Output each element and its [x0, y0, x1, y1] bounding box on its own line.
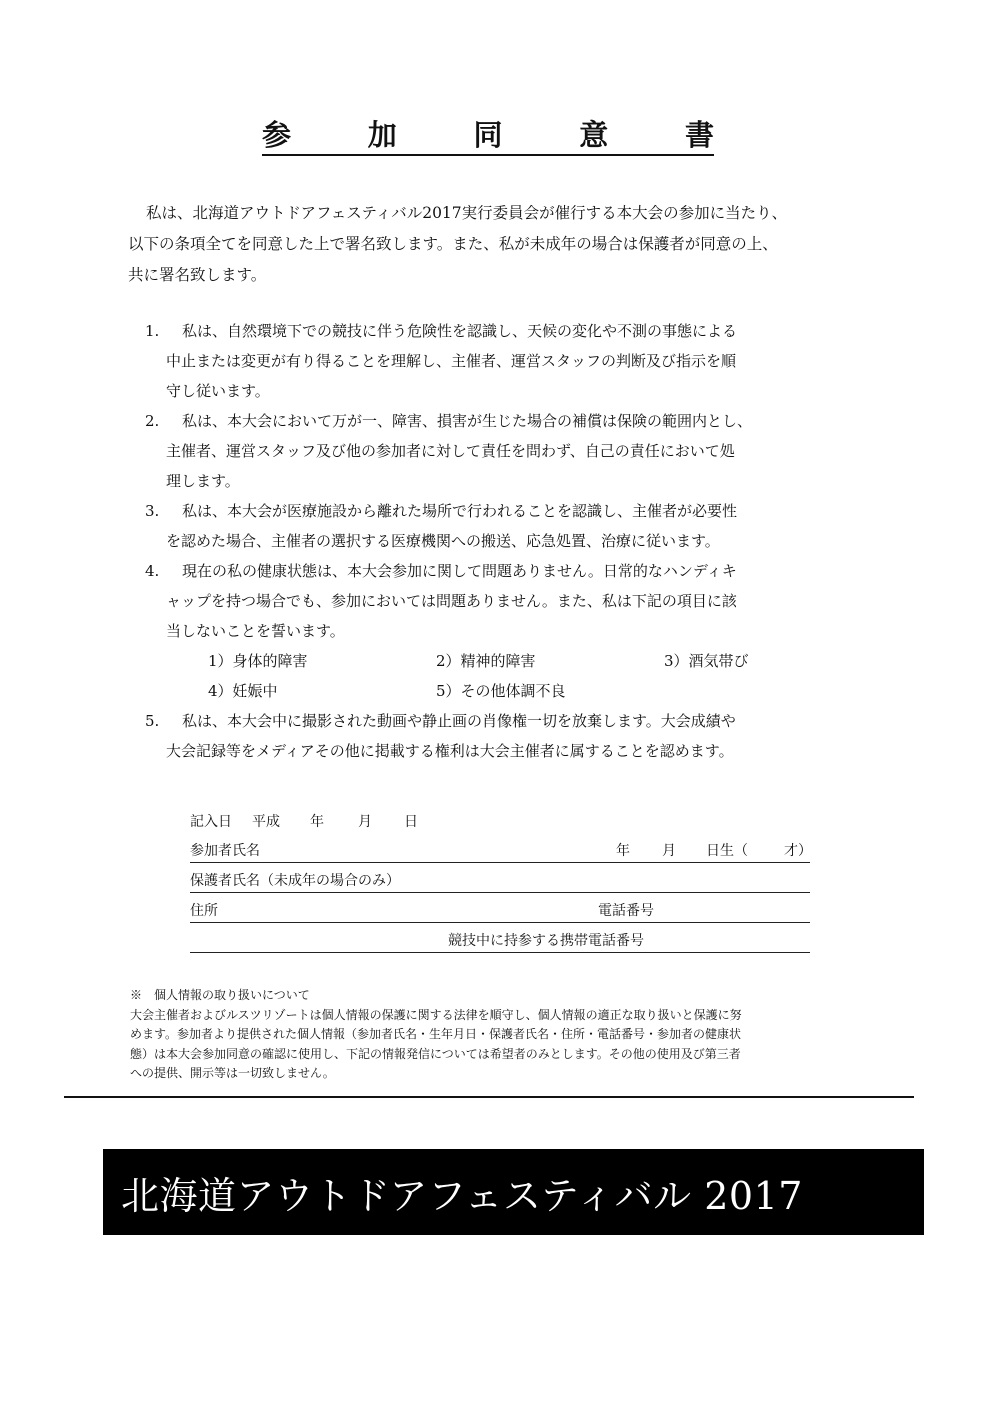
birth-day-label: 日生（: [706, 843, 748, 859]
era-label: 平成: [252, 814, 280, 830]
section-divider: [64, 1096, 914, 1098]
clause-line: 大会記録等をメディアその他に掲載する権利は大会主催者に属することを認めます。: [166, 742, 734, 760]
title-char: 意: [579, 118, 609, 152]
clause-line: 当しないことを誓います。: [166, 622, 345, 640]
month-label: 月: [358, 814, 372, 830]
privacy-line: への提供、開示等は一切致しません。: [130, 1066, 335, 1080]
clause-line: 私は、本大会が医療施設から離れた場所で行われることを認識し、主催者が必要性: [182, 502, 738, 520]
birth-year-label: 年: [616, 843, 630, 859]
entry-date-label: 記入日: [190, 814, 232, 830]
year-label: 年: [310, 814, 324, 830]
privacy-notice: [130, 986, 830, 1084]
title-char: 加: [367, 118, 397, 152]
clause-line: ャップを持つ場合でも、参加においては問題ありません。また、私は下記の項目に該: [166, 592, 737, 610]
clause-line: 主催者、運営スタッフ及び他の参加者に対して責任を問わず、自己の責任において処: [166, 442, 735, 460]
privacy-line: 態）は本大会参加同意の確認に使用し、下記の情報発信については希望者のみとします。その他の使用及び第三者: [130, 1046, 741, 1061]
guardian-name-label: 保護者氏名（未成年の場合のみ）: [190, 873, 400, 889]
health-condition-item: 4）妊娠中: [208, 682, 278, 700]
clause-1: [140, 316, 840, 406]
clause-number: 1.: [145, 322, 160, 340]
document-title: [262, 118, 714, 156]
clause-line: 私は、本大会中に撮影された動画や静止画の肖像権一切を放棄します。大会成績や: [182, 712, 736, 730]
privacy-line: めます。参加者より提供された個人情報（参加者氏名・生年月日・保護者氏名・住所・電話番号・参加者の健康状: [130, 1027, 742, 1041]
age-label: 才）: [784, 843, 812, 859]
clause-number: 3.: [145, 502, 160, 520]
address-row[interactable]: [190, 893, 810, 923]
clause-2: [140, 406, 840, 496]
clause-4: [140, 556, 840, 706]
birth-month-label: 月: [662, 843, 676, 859]
participant-name-row[interactable]: [190, 833, 810, 863]
intro-line: 以下の条項全てを同意した上で署名致します。また、私が未成年の場合は保護者が同意の上、: [128, 235, 778, 253]
clause-line: 理します。: [166, 472, 240, 490]
clause-line: 私は、本大会において万が一、障害、損害が生じた場合の補償は保険の範囲内とし、: [182, 412, 753, 430]
mobile-row[interactable]: [190, 923, 810, 953]
clause-number: 4.: [145, 562, 160, 580]
intro-line: 私は、北海道アウトドアフェスティバル2017実行委員会が催行する本大会の参加に当たり、: [146, 204, 788, 222]
title-char: 書: [684, 118, 714, 152]
clause-line: 中止または変更が有り得ることを理解し、主催者、運営スタッフの判断及び指示を順: [166, 352, 737, 370]
health-condition-item: 2）精神的障害: [436, 652, 536, 670]
title-char: 同: [473, 118, 503, 152]
health-condition-item: 5）その他体調不良: [436, 682, 566, 700]
health-condition-list: [140, 646, 840, 706]
clause-3: [140, 496, 840, 556]
signature-form: [190, 804, 810, 953]
phone-label: 電話番号: [598, 903, 654, 919]
clause-number: 2.: [145, 412, 160, 430]
entry-date-row[interactable]: [190, 804, 810, 833]
intro-paragraph: [128, 198, 848, 291]
day-label: 日: [404, 814, 418, 830]
clause-line: を認めた場合、主催者の選択する医療機関への搬送、応急処置、治療に従います。: [166, 532, 720, 550]
clause-line: 現在の私の健康状態は、本大会参加に関して問題ありません。日常的なハンディキ: [182, 562, 737, 580]
privacy-line: 大会主催者およびルスツリゾートは個人情報の保護に関する法律を順守し、個人情報の適正な取り扱いと保護に努: [130, 1007, 742, 1022]
title-char: 参: [262, 118, 292, 152]
clause-list: [140, 316, 840, 766]
mobile-label: 競技中に持参する携帯電話番号: [448, 933, 644, 949]
clause-line: 私は、自然環境下での競技に伴う危険性を認識し、天候の変化や不測の事態による: [182, 322, 738, 340]
event-banner-text: 北海道アウトドアフェスティバル 2017: [121, 1173, 803, 1218]
event-banner: [103, 1149, 924, 1235]
privacy-heading: ※ 個人情報の取り扱いについて: [130, 988, 310, 1002]
clause-5: [140, 706, 840, 766]
health-condition-item: 3）酒気帯び: [664, 652, 749, 670]
participant-name-label: 参加者氏名: [190, 843, 260, 859]
guardian-name-row[interactable]: [190, 863, 810, 893]
address-label: 住所: [190, 903, 218, 919]
health-condition-item: 1）身体的障害: [208, 652, 308, 670]
clause-number: 5.: [145, 712, 160, 730]
clause-line: 守し従います。: [166, 382, 270, 400]
intro-line: 共に署名致します。: [128, 266, 267, 284]
